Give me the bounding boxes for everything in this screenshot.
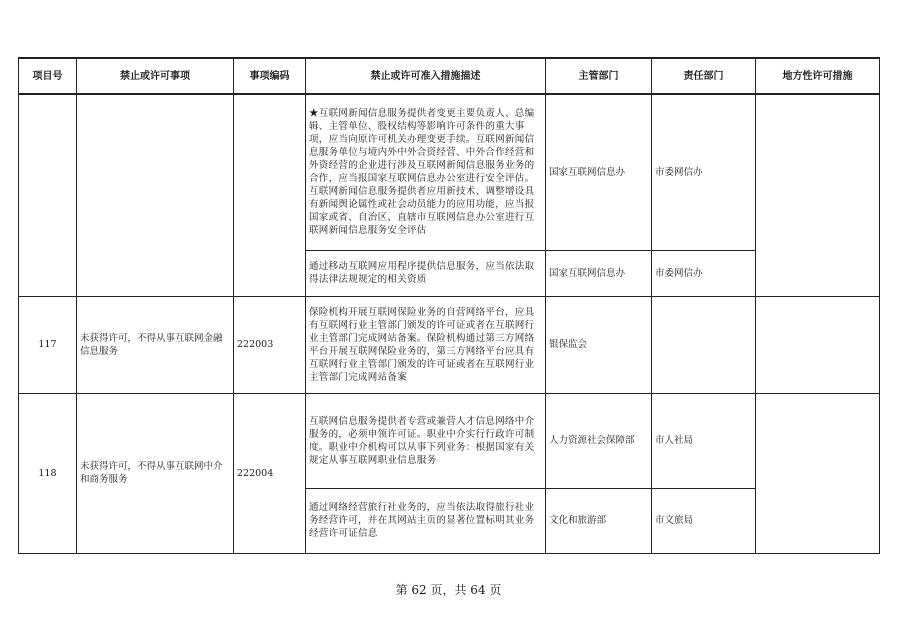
cell-measure: 通过网络经营旅行社业务的，应当依法取得旅行社业务经营许可，并在其网站主页的显著位置标明其业务经营许可证信息 bbox=[306, 488, 546, 553]
cell-resp: 市人社局 bbox=[652, 393, 756, 488]
cell-id: 118 bbox=[19, 393, 77, 553]
permit-list-table bbox=[18, 57, 880, 554]
cell-code bbox=[234, 94, 306, 296]
cell-measure: 通过移动互联网应用程序提供信息服务，应当依法取得法律法规规定的相关资质 bbox=[306, 250, 546, 296]
cell-dept: 国家互联网信息办 bbox=[546, 250, 652, 296]
cell-resp: 市委网信办 bbox=[652, 94, 756, 250]
header-id: 项目号 bbox=[19, 58, 77, 94]
header-row bbox=[19, 58, 880, 94]
cell-local bbox=[756, 94, 880, 296]
page-number: 第 62 页，共 64 页 bbox=[395, 583, 502, 597]
cell-dept: 国家互联网信息办 bbox=[546, 94, 652, 250]
cell-code: 222003 bbox=[234, 296, 306, 393]
header-resp: 责任部门 bbox=[652, 58, 756, 94]
cell-id bbox=[19, 94, 77, 296]
cell-resp: 市文旅局 bbox=[652, 488, 756, 553]
cell-item bbox=[77, 94, 234, 296]
header-local: 地方性许可措施 bbox=[756, 58, 880, 94]
cell-measure: 互联网信息服务提供者专营或兼营人才信息网络中介服务的，必须申领许可证。职业中介实行行政许可制度。职业中介机构可以从事下列业务：根据国家有关规定从事互联网职业信息服务 bbox=[306, 393, 546, 488]
cell-dept: 银保监会 bbox=[546, 296, 652, 393]
cell-code: 222004 bbox=[234, 393, 306, 553]
cell-item: 未获得许可，不得从事互联网中介和商务服务 bbox=[77, 393, 234, 553]
cell-measure: ★互联网新闻信息服务提供者变更主要负责人、总编辑、主管单位、股权结构等影响许可条件的重大事项，应当向原许可机关办理变更手续。互联网新闻信息服务单位与境内外中外合资经营、中外合作经营和外资经营的企业进行涉及互联网新闻信息服务业务的合作，应当报国家互联网信息办公室进行安全评估。互联网新闻信息服务提供者应用新技术、调整增设具有新闻舆论属性或社会动员能力的应用功能，应当报国家或省、自治区、直辖市互联网信息办公室进行互联网新闻信息服务安全评估 bbox=[306, 94, 546, 250]
cell-resp bbox=[652, 296, 756, 393]
table-row bbox=[19, 94, 880, 250]
header-dept: 主管部门 bbox=[546, 58, 652, 94]
table-row bbox=[19, 296, 880, 393]
cell-id: 117 bbox=[19, 296, 77, 393]
header-item: 禁止或许可事项 bbox=[77, 58, 234, 94]
cell-item: 未获得许可，不得从事互联网金融信息服务 bbox=[77, 296, 234, 393]
cell-dept: 人力资源社会保障部 bbox=[546, 393, 652, 488]
cell-local bbox=[756, 393, 880, 553]
cell-local bbox=[756, 296, 880, 393]
cell-dept: 文化和旅游部 bbox=[546, 488, 652, 553]
cell-measure: 保险机构开展互联网保险业务的自营网络平台，应具有互联网行业主管部门颁发的许可证或者在互联网行业主管部门完成网站备案。保险机构通过第三方网络平台开展互联网保险业务的，第三方网络平台应具有互联网行业主管部门颁发的许可证或者在互联网行业主管部门完成网站备案 bbox=[306, 296, 546, 393]
table-row bbox=[19, 393, 880, 488]
cell-resp: 市委网信办 bbox=[652, 250, 756, 296]
header-code: 事项编码 bbox=[234, 58, 306, 94]
header-measure: 禁止或许可准入措施描述 bbox=[306, 58, 546, 94]
